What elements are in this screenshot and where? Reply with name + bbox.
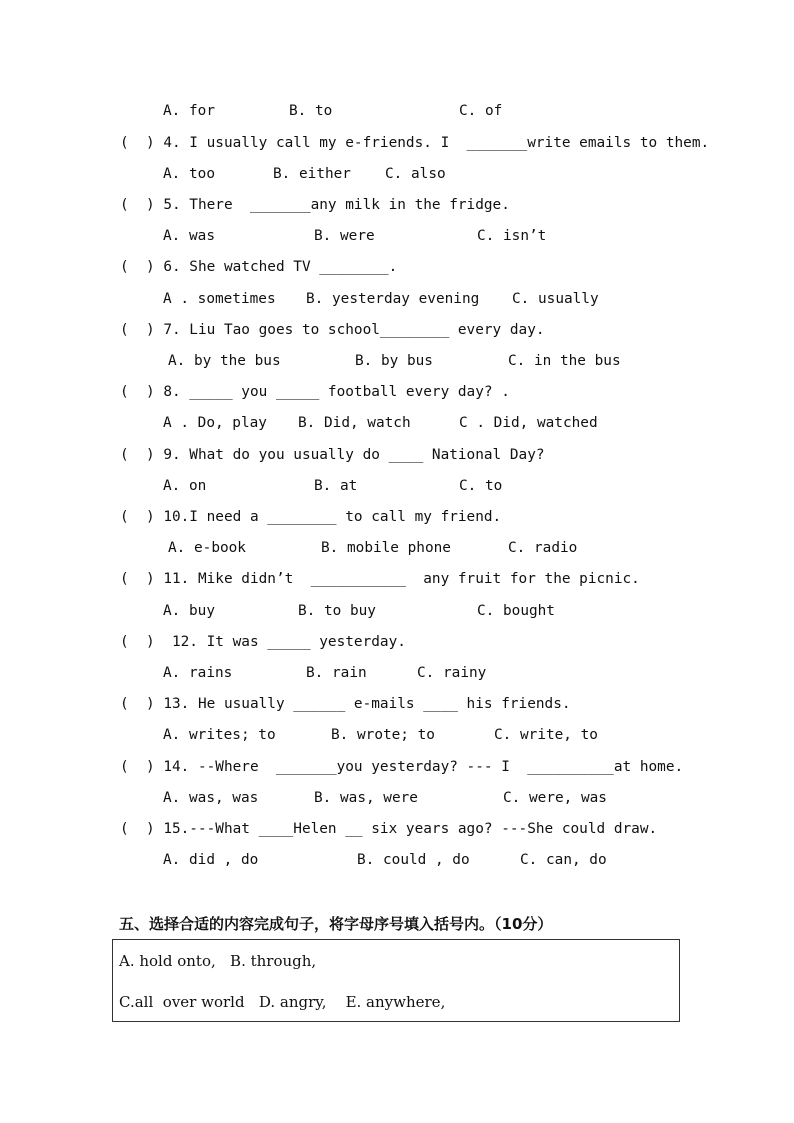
question-stem: ( ) 15.---What ____Helen __ six years ago? ---She could draw. [120, 821, 658, 837]
option: A. rains [163, 665, 233, 681]
option: C. rainy [417, 665, 487, 681]
option: A . Do, play [163, 415, 267, 431]
question-stem: ( ) 9. What do you usually do ____ National Day? [120, 447, 545, 463]
option: B. to buy [298, 603, 376, 619]
word-bank-box [112, 939, 680, 1022]
option: C. radio [508, 540, 578, 556]
option: A. on [163, 478, 207, 494]
option: C. isn’t [477, 228, 547, 244]
option: B. could , do [357, 852, 470, 868]
question-stem: ( ) 8. _____ you _____ football every day? . [120, 384, 510, 400]
option: C. can, do [520, 852, 607, 868]
question-stem: ( ) 12. It was _____ yesterday. [120, 634, 406, 650]
option: A. writes; to [163, 727, 276, 743]
question-stem: ( ) 11. Mike didn’t ___________ any fruit for the picnic. [120, 571, 640, 587]
option: A . sometimes [163, 291, 276, 307]
option: B. to [289, 103, 333, 119]
option: B. mobile phone [321, 540, 451, 556]
section-title: 五、选择合适的内容完成句子，将字母序号填入括号内。（10分） [119, 915, 553, 933]
question-stem: ( ) 13. He usually ______ e-mails ____ his friends. [120, 696, 571, 712]
question-stem: ( ) 6. She watched TV ________. [120, 259, 398, 275]
option: B. rain [306, 665, 367, 681]
option: C. to [459, 478, 503, 494]
question-stem: ( ) 4. I usually call my e-friends. I _______write emails to them. [120, 135, 710, 151]
option: C. of [459, 103, 503, 119]
option: A. buy [163, 603, 215, 619]
option: A. was [163, 228, 215, 244]
option: B. was, were [314, 790, 418, 806]
option: B. wrote; to [331, 727, 435, 743]
question-stem: ( ) 10.I need a ________ to call my friend. [120, 509, 502, 525]
option: C. were, was [503, 790, 607, 806]
option: A. did , do [163, 852, 259, 868]
question-stem: ( ) 5. There _______any milk in the fridge. [120, 197, 510, 213]
option: B. either [273, 166, 351, 182]
option: A. by the bus [168, 353, 281, 369]
word-bank-line: C.all over world D. angry, E. anywhere, [119, 993, 446, 1011]
option: C. in the bus [508, 353, 621, 369]
option: B. at [314, 478, 358, 494]
option: B. yesterday evening [306, 291, 480, 307]
question-stem: ( ) 14. --Where _______you yesterday? --- I __________at home. [120, 759, 684, 775]
option: A. e-book [168, 540, 246, 556]
option: B. by bus [355, 353, 433, 369]
question-stem: ( ) 7. Liu Tao goes to school________ every day. [120, 322, 545, 338]
option: B. Did, watch [298, 415, 411, 431]
option: C. bought [477, 603, 555, 619]
option: A. too [163, 166, 215, 182]
option: B. were [314, 228, 375, 244]
option: C . Did, watched [459, 415, 598, 431]
option: C. usually [512, 291, 599, 307]
option: C. write, to [494, 727, 598, 743]
word-bank-line: A. hold onto, B. through, [119, 952, 317, 970]
option: C. also [385, 166, 446, 182]
option: A. for [163, 103, 215, 119]
option: A. was, was [163, 790, 259, 806]
